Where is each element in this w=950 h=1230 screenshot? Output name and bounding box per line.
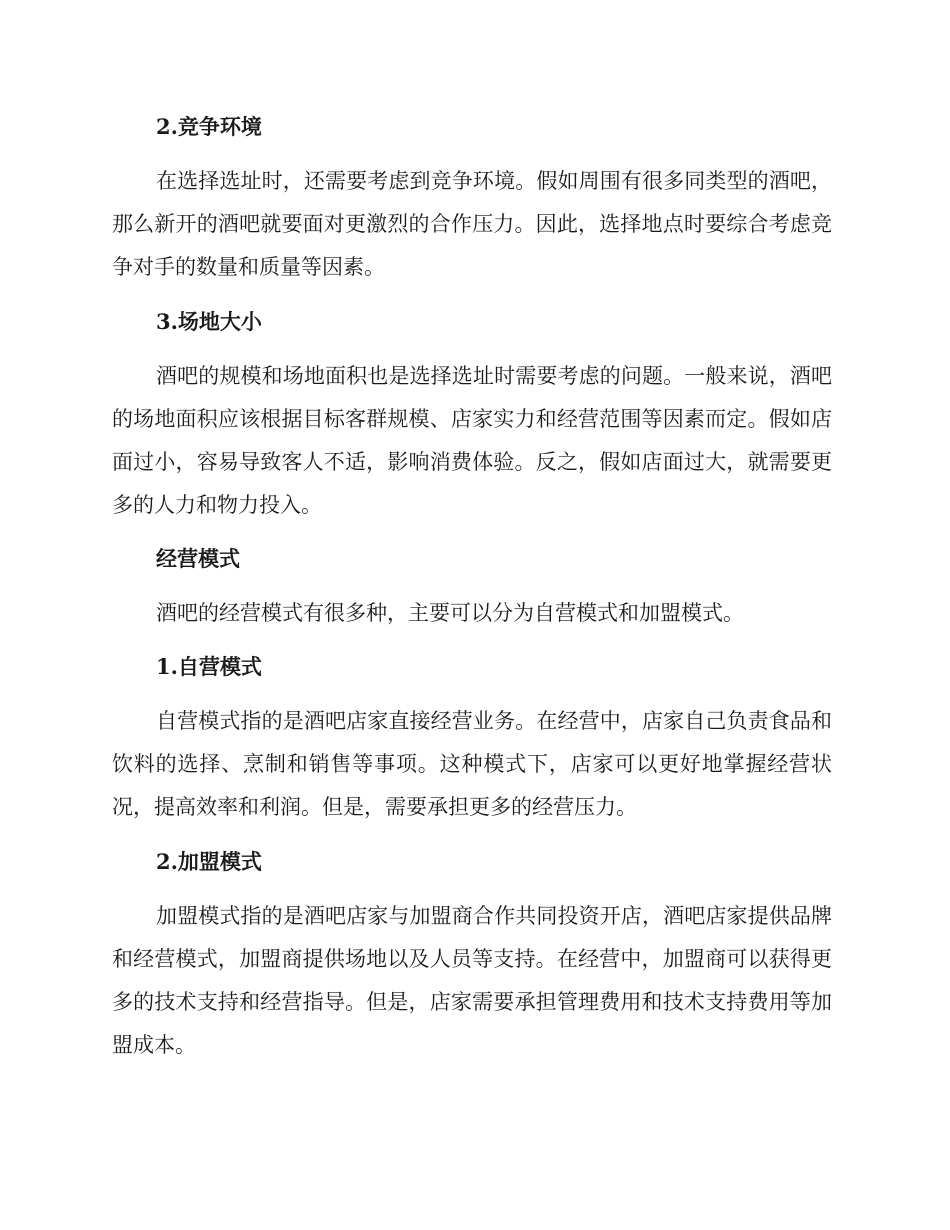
section-paragraph-franchise: 加盟模式指的是酒吧店家与加盟商合作共同投资开店，酒吧店家提供品牌和经营模式，加盟商提供场地以及人员等支持。在经营中，加盟商可以获得更多的技术支持和经营指导。但是，店家需要承担管理费用和技术支持费用等加盟成本。: [112, 904, 832, 1057]
section-paragraph-competition: 在选择选址时，还需要考虑到竞争环境。假如周围有很多同类型的酒吧，那么新开的酒吧就要面对更激烈的合作压力。因此，选择地点时要综合考虑竞争对手的数量和质量等因素。: [112, 169, 832, 279]
section-heading-franchise: 2.加盟模式: [156, 849, 262, 874]
section-heading-self-operated: 1.自营模式: [156, 654, 262, 679]
section-heading-venue-size: 3.场地大小: [156, 309, 262, 334]
section-paragraph-venue-size: 酒吧的规模和场地面积也是选择选址时需要考虑的问题。一般来说，酒吧的场地面积应该根据目标客群规模、店家实力和经营范围等因素而定。假如店面过小，容易导致客人不适，影响消费体验。反之，假如店面过大，就需要更多的人力和物力投入。: [112, 364, 832, 517]
section-heading-competition: 2.竞争环境: [156, 114, 262, 139]
section-paragraph-self-operated: 自营模式指的是酒吧店家直接经营业务。在经营中，店家自己负责食品和饮料的选择、烹制和销售等事项。这种模式下，店家可以更好地掌握经营状况，提高效率和利润。但是，需要承担更多的经营压力。: [112, 709, 832, 819]
section-paragraph-business-model: 酒吧的经营模式有很多种，主要可以分为自营模式和加盟模式。: [156, 601, 744, 625]
section-heading-business-model: 经营模式: [156, 546, 240, 571]
